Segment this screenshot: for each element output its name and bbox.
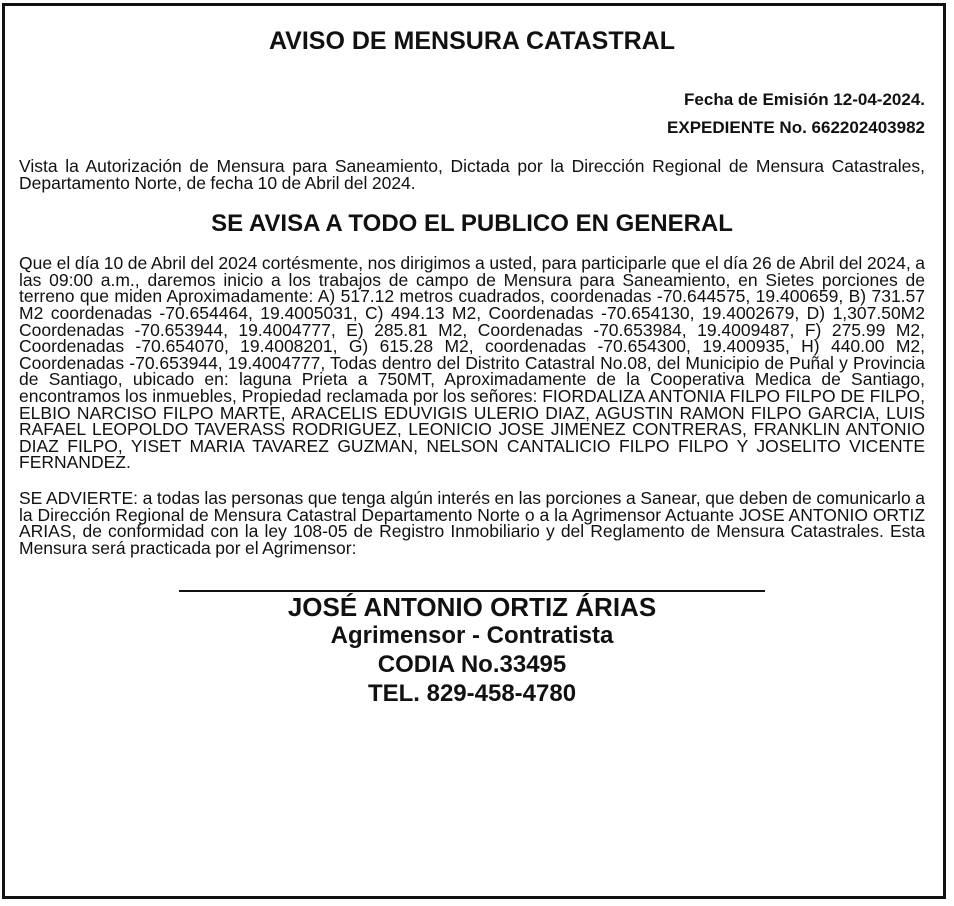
codia-number: CODIA No.33495 [377,651,567,679]
surveyor-name: JOSÉ ANTONIO ORTIZ ÁRIAS [287,592,657,623]
warning-paragraph: SE ADVIERTE: a todas las personas que tenga algún interés en las porciones a Sanear, que deben de comunicarlo a la Dirección Regional de Mensura Catastral Departamento Norte o a la Agrimensor Actuante JOSE ANTONIO ORTIZ ARIAS, de conformidad con la ley 108-05 de Registro Inmobiliario y del Reglamento de Mensura Catastrales. Esta Mensura será practicada por el Agrimensor: [19,487,925,558]
public-announcement-heading: SE AVISA A TODO EL PUBLICO EN GENERAL [211,210,733,238]
authorization-paragraph: Vista la Autorización de Mensura para Saneamiento, Dictada por la Dirección Regional de Mensura Catastrales, Departamento Norte, de fecha 10 de Abril del 2024. [19,156,925,193]
notice-metadata [19,90,925,138]
surveyor-signature-block [19,590,925,708]
surveyor-role: Agrimensor - Contratista [330,622,614,650]
surveyor-phone: TEL. 829-458-4780 [367,680,577,708]
survey-details-paragraph: Que el día 10 de Abril del 2024 cortésmente, nos dirigimos a usted, para participarle que el día 26 de Abril del 2024, a las 09:00 a.m., daremos inicio a los trabajos de campo de Mensura para Saneamiento, en Sietes porciones de terreno que miden Aproximadamente: A) 517.12 metros cuadrados, coordenadas -70.644575, 19.400659, B) 731.57 M2 coordenadas -70.654464, 19.4005031, C) 494.13 M2, Coordenadas -70.654130, 19.4002679, D) 1,307.50M2 Coordenadas -70.653944, 19.4004777, E) 285.81 M2, Coordenadas -70.653984, 19.4009487, F) 275.99 M2, Coordenadas -70.654070, 19.4008201, G) 615.28 M2, coordenadas -70.654300, 19.400935, H) 440.00 M2, Coordenadas -70.653944, 19.4004777, Todas dentro del Distrito Catastral No.08, del Municipio de Puñal y Provincia de Santiago, ubicado en: laguna Prieta a 750MT, Aproximadamente de la Cooperativa Medica de Santiago, encontramos los inmuebles, Propiedad reclamada por los señores: FIORDALIZA ANTONIA FILPO FILPO DE FILPO, ELBIO NARCISO FILPO MARTE, ARACELIS EDUVIGIS ULERIO DIAZ, AGUSTIN RAMON FILPO GARCIA, LUIS RAFAEL LEOPOLDO TAVERASS RODRIGUEZ, LEONICIO JOSE JIMENEZ CONTRERAS, FRANKLIN ANTONIO DIAZ FILPO, YISET MARIA TAVAREZ GUZMAN, NELSON CANTALICIO FILPO FILPO Y JOSELITO VICENTE FERNANDEZ. [19,253,925,473]
file-number: EXPEDIENTE No. 662202403982 [667,118,925,137]
notice-content [19,26,925,708]
issue-date: Fecha de Emisión 12-04-2024. [684,90,925,109]
notice-title: AVISO DE MENSURA CATASTRAL [268,27,676,55]
